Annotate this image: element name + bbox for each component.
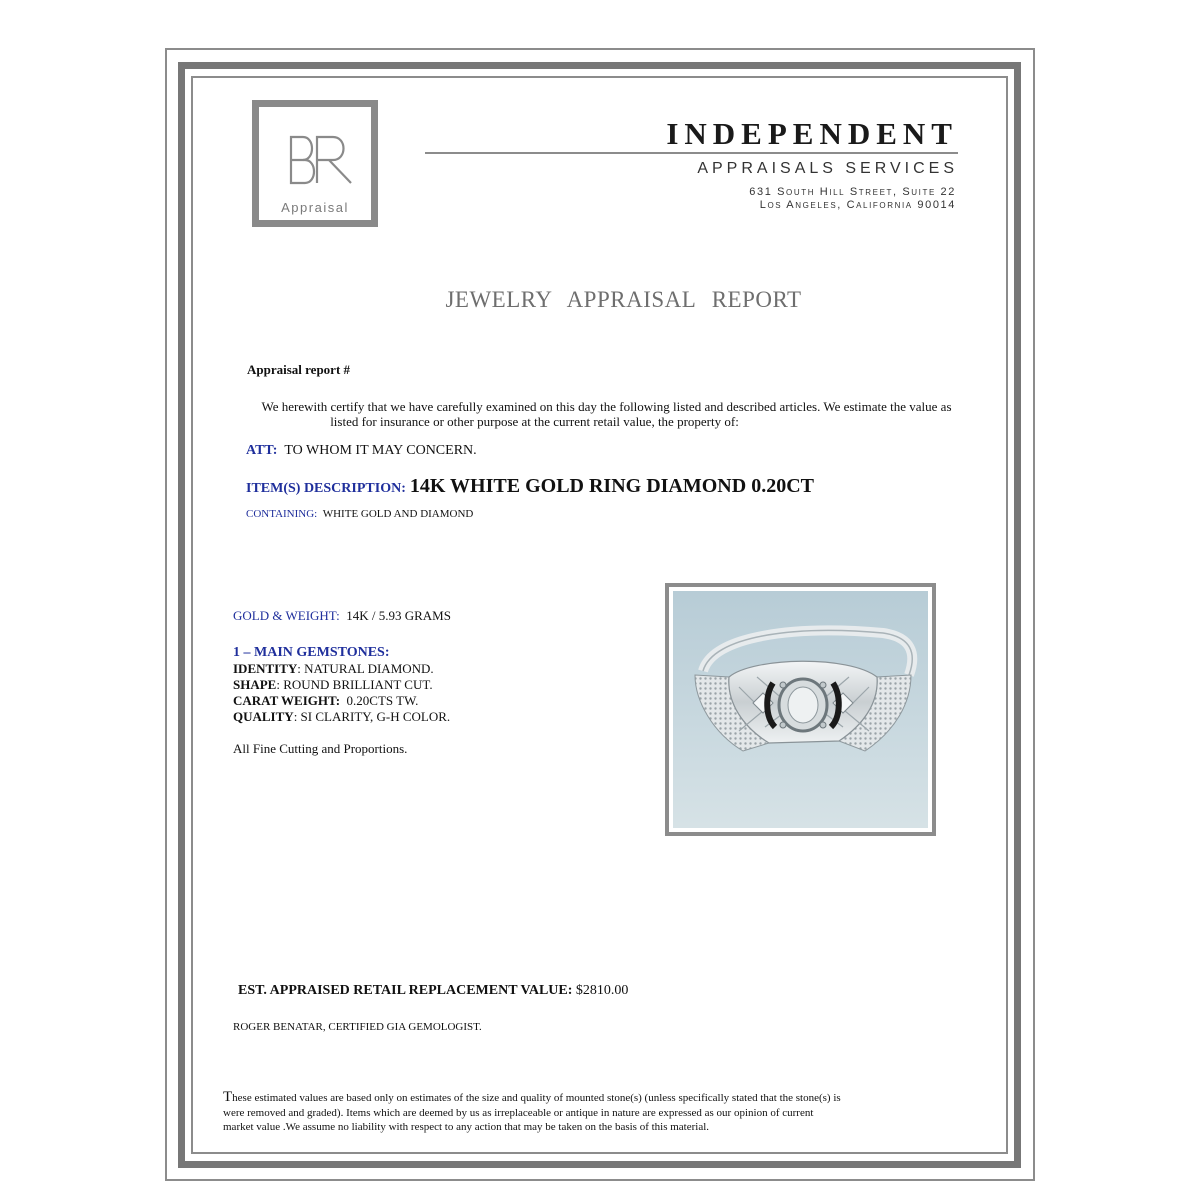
quality-row: [233, 709, 450, 725]
disclaimer-initial: T: [223, 1089, 233, 1105]
address-line-1: 631 South Hill Street, Suite 22: [749, 186, 956, 198]
item-description-row: [246, 475, 814, 498]
shape-label: SHAPE: [233, 677, 277, 692]
certify-line-2: listed for insurance or other purpose at the current retail value, the property of:: [330, 414, 739, 429]
containing-label: CONTAINING:: [246, 508, 318, 520]
shape-row: [233, 677, 433, 693]
containing-row: [246, 508, 473, 520]
appraised-value-amount: $2810.00: [575, 983, 629, 998]
shape-value: : ROUND BRILLIANT CUT.: [276, 677, 433, 692]
ring-photo: [673, 591, 928, 828]
att-label: ATT:: [246, 443, 278, 458]
appraisal-number-label: Appraisal report #: [247, 362, 351, 377]
logo-caption: Appraisal: [281, 200, 349, 215]
appraised-value-label: EST. APPRAISED RETAIL REPLACEMENT VALUE:: [238, 983, 573, 998]
report-title: JEWELRY APPRAISAL REPORT: [445, 287, 802, 312]
ring-photo-frame: [665, 583, 936, 836]
br-appraisal-logo: [252, 100, 378, 227]
certify-line-1: We herewith certify that we have carefully examined on this day the following listed and described articles. We estimate the value as: [261, 399, 952, 414]
quality-value: : SI CLARITY, G-H COLOR.: [293, 709, 451, 724]
item-description-value: 14K WHITE GOLD RING DIAMOND 0.20CT: [409, 475, 814, 497]
company-subtitle: APPRAISALS SERVICES: [697, 160, 958, 177]
carat-row: [233, 693, 418, 709]
identity-row: [233, 661, 434, 677]
fine-cutting-note: All Fine Cutting and Proportions.: [233, 741, 408, 756]
disclaimer-line-2: were removed and graded). Items which are deemed by us as irreplaceable or antique in nature are expressed as our opinion of current: [223, 1107, 814, 1119]
gemstones-heading: 1 – MAIN GEMSTONES:: [233, 645, 390, 660]
header-rule: [425, 152, 958, 154]
carat-value: 0.20CTS TW.: [346, 693, 419, 708]
appraised-value-row: [238, 983, 628, 999]
company-name: INDEPENDENT: [666, 116, 958, 151]
disclaimer-line-1: [223, 1089, 841, 1106]
disclaimer-text-1: hese estimated values are based only on estimates of the size and quality of mounted stone(s) (unless specifically stated that the stone(s) is: [232, 1092, 841, 1104]
containing-value: WHITE GOLD AND DIAMOND: [322, 508, 474, 520]
att-value: TO WHOM IT MAY CONCERN.: [284, 443, 477, 458]
identity-value: : NATURAL DIAMOND.: [297, 661, 434, 676]
carat-label: CARAT WEIGHT:: [233, 693, 341, 708]
gold-weight-value: 14K / 5.93 GRAMS: [346, 608, 451, 623]
item-description-label: ITEM(S) DESCRIPTION:: [246, 481, 406, 496]
gold-weight-row: [233, 608, 451, 624]
quality-label: QUALITY: [233, 709, 294, 724]
address-line-2: Los Angeles, California 90014: [759, 199, 956, 211]
disclaimer-line-3: market value .We assume no liability with respect to any action that may be taken on the basis of this material.: [223, 1121, 710, 1133]
gemologist-line: ROGER BENATAR, CERTIFIED GIA GEMOLOGIST.: [233, 1021, 482, 1033]
gold-weight-label: GOLD & WEIGHT:: [233, 608, 340, 623]
identity-label: IDENTITY: [233, 661, 298, 676]
att-row: [246, 443, 477, 459]
